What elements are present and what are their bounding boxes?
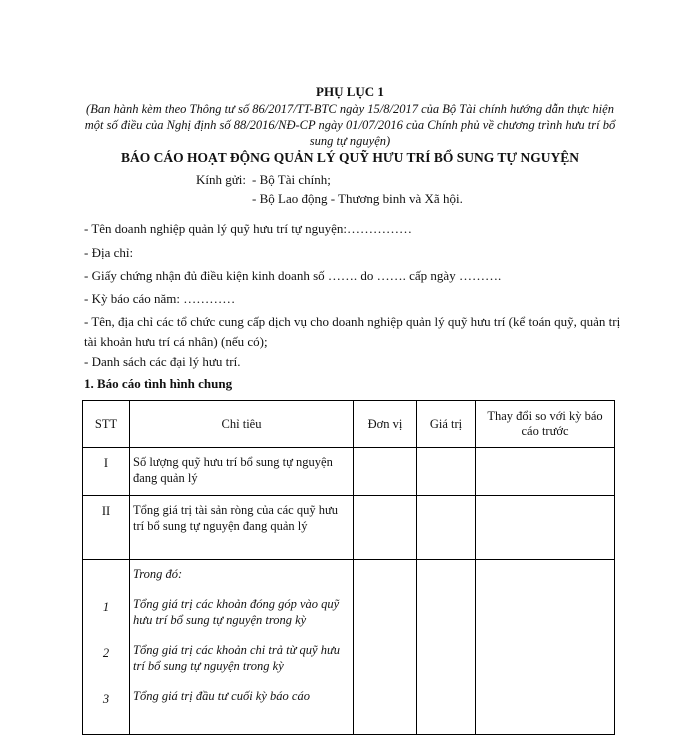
header-change: Thay đổi so với kỳ báo cáo trước	[476, 401, 615, 448]
row-change-cell	[476, 560, 615, 735]
field-certificate: - Giấy chứng nhận đủ điều kiện kinh doanh số ……. do ……. cấp ngày ……….	[84, 268, 502, 283]
sub-indicator-3: Tổng giá trị đầu tư cuối kỳ báo cáo	[133, 689, 310, 703]
row-unit-cell	[354, 448, 417, 496]
row-indicator: Số lượng quỹ hưu trí bổ sung tự nguyện đang quản lý	[130, 448, 354, 496]
breakdown-indicator-cell	[130, 560, 354, 735]
general-report-table	[82, 400, 615, 735]
row-value-cell	[417, 496, 476, 560]
recipient-2: - Bộ Lao động - Thương binh và Xã hội.	[252, 191, 463, 206]
sub-indicator-1: Tổng giá trị các khoản đóng góp vào quỹ hưu trí bổ sung tự nguyện trong kỳ	[133, 597, 340, 627]
row-change-cell	[476, 448, 615, 496]
header-stt: STT	[83, 401, 130, 448]
sub-indicator-2: Tổng giá trị các khoản chi trả từ quỹ hưu trí bổ sung tự nguyện trong kỳ	[133, 643, 341, 673]
field-agents: - Danh sách các đại lý hưu trí.	[84, 354, 241, 369]
field-enterprise-name: - Tên doanh nghiệp quản lý quỹ hưu trí tự nguyện:……………	[84, 221, 412, 236]
recipient-1: - Bộ Tài chính;	[252, 172, 331, 187]
appendix-title: PHỤ LỤC 1	[316, 84, 384, 99]
row-unit-cell	[354, 496, 417, 560]
sub-stt-3: 3	[102, 692, 110, 706]
row-stt: I	[83, 448, 130, 496]
field-service-providers: - Tên, địa chỉ các tổ chức cung cấp dịch vụ cho doanh nghiệp quản lý quỹ hưu trí (kể toán quỹ, quản trị tài khoản hưu trí cá nhân) (nếu có);	[84, 314, 621, 349]
report-title: BÁO CÁO HOẠT ĐỘNG QUẢN LÝ QUỸ HƯU TRÍ BỔ SUNG TỰ NGUYỆN	[120, 150, 580, 165]
sub-stt-2: 2	[102, 646, 110, 660]
table-row-breakdown	[83, 560, 615, 735]
section-heading: 1. Báo cáo tình hình chung	[84, 376, 233, 391]
header-unit: Đơn vị	[354, 401, 417, 448]
sub-label: Trong đó:	[133, 567, 183, 581]
row-unit-cell	[354, 560, 417, 735]
subtitle: (Ban hành kèm theo Thông tư số 86/2017/TT-BTC ngày 15/8/2017 của Bộ Tài chính hướng dẫn thực hiện một số điều của Nghị định số 88/2016/NĐ-CP ngày 01/07/2016 của Chính phủ về chương trình hưu trí bổ sung tự nguyện)	[84, 102, 616, 148]
field-address: - Địa chỉ:	[84, 245, 134, 260]
header-indicator: Chỉ tiêu	[130, 401, 354, 448]
row-value-cell	[417, 560, 476, 735]
table-header-row	[83, 401, 615, 448]
table-row	[83, 448, 615, 496]
header-value: Giá trị	[417, 401, 476, 448]
row-change-cell	[476, 496, 615, 560]
breakdown-stt-cell	[83, 560, 130, 735]
row-stt: II	[83, 496, 130, 560]
table-row	[83, 496, 615, 560]
row-value-cell	[417, 448, 476, 496]
kinh-gui-label: Kính gửi:	[196, 172, 247, 187]
field-report-year: - Kỳ báo cáo năm: …………	[84, 291, 236, 306]
sub-stt-1: 1	[102, 600, 110, 614]
row-indicator: Tổng giá trị tài sản ròng của các quỹ hưu trí bổ sung tự nguyện đang quản lý	[130, 496, 354, 560]
